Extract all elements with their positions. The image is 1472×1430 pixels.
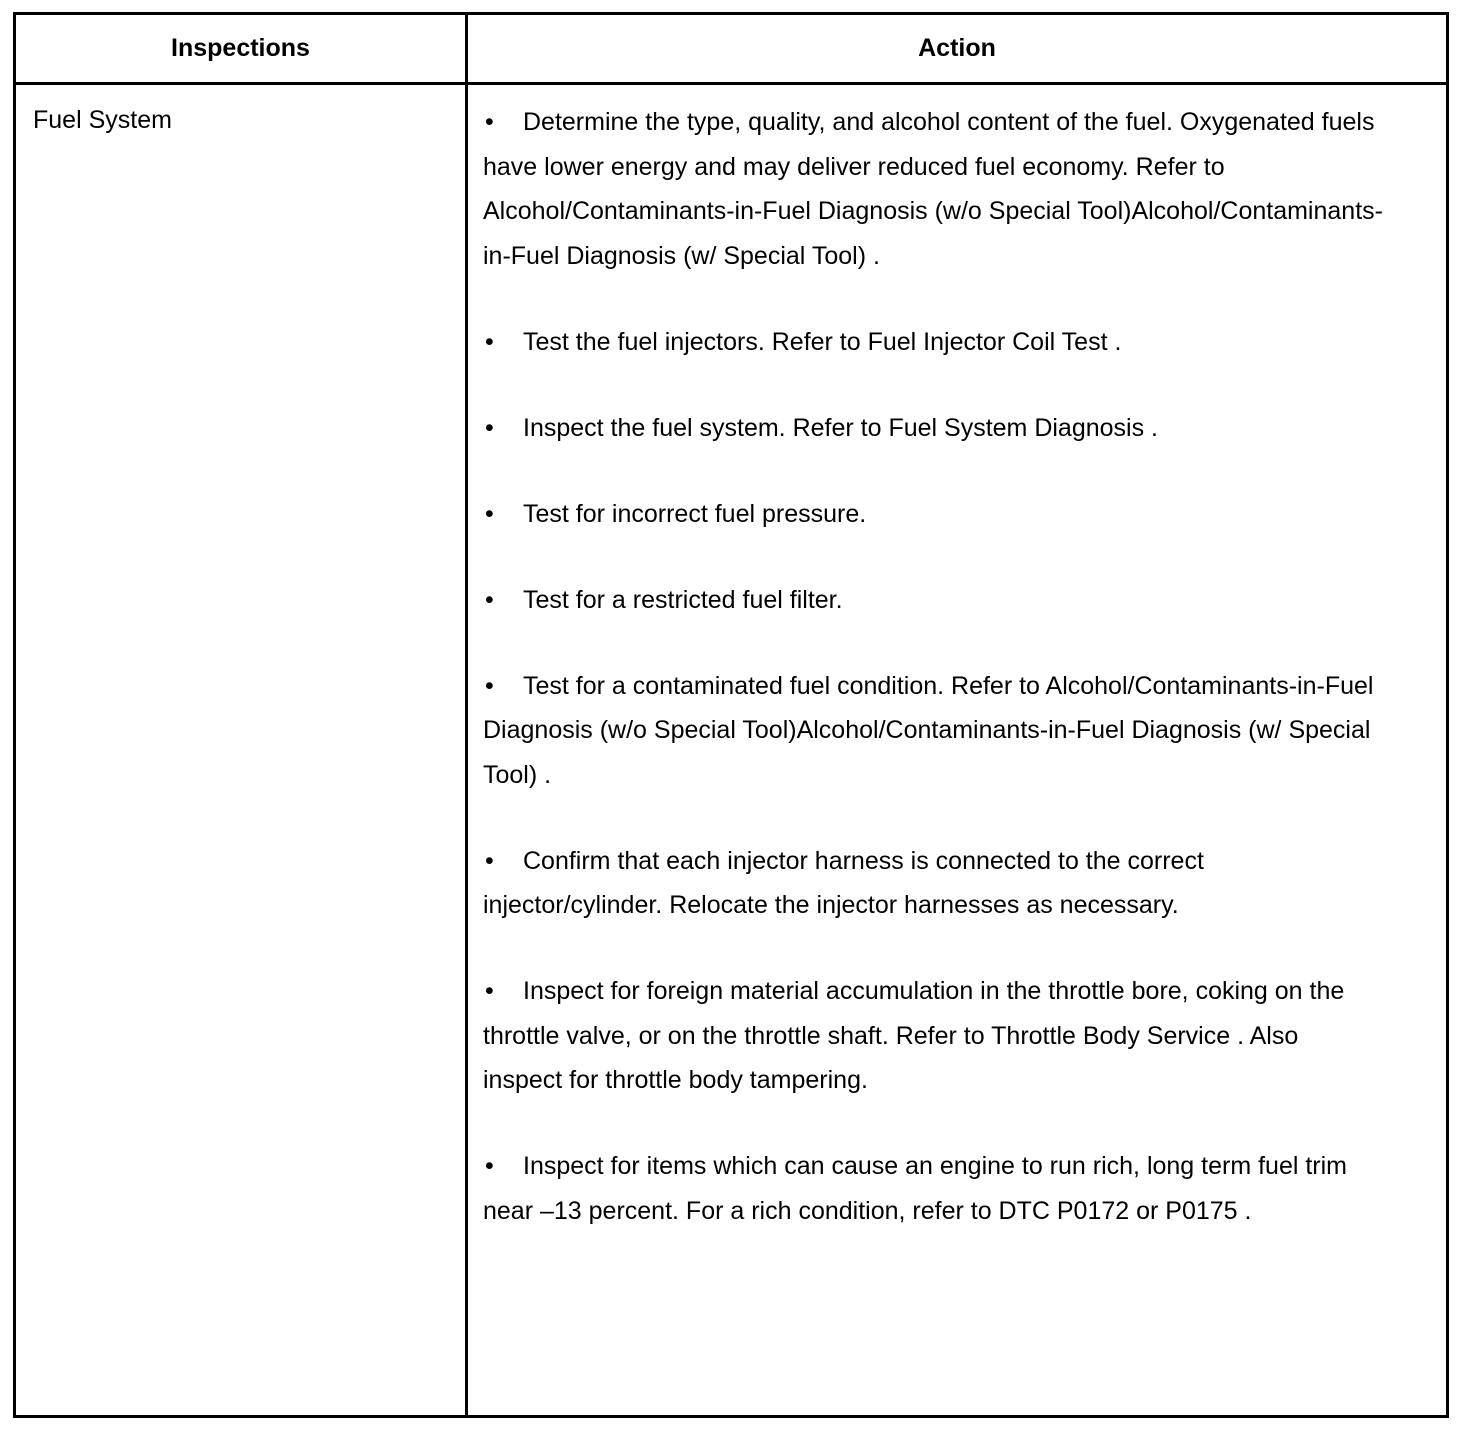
action-item xyxy=(483,100,1383,278)
bullet-icon: • xyxy=(485,499,494,528)
column-header-action: Action xyxy=(918,34,996,62)
action-text: Test for incorrect fuel pressure. xyxy=(523,499,867,528)
action-item xyxy=(483,839,1383,928)
action-item xyxy=(483,492,1383,537)
action-text: Inspect the fuel system. Refer to Fuel System Diagnosis . xyxy=(523,413,1158,442)
bullet-icon: • xyxy=(485,1152,494,1180)
bullet-icon: • xyxy=(485,108,494,136)
bullet-icon: • xyxy=(485,977,494,1005)
table-header-row xyxy=(16,15,1446,85)
inspection-cell: Fuel System xyxy=(33,106,172,134)
action-text: Inspect for foreign material accumulation in the throttle bore, coking on the throttle valve, or on the throttle shaft. Refer to Throttle Body Service . Also inspect for throttle body tampering. xyxy=(483,977,1345,1094)
action-text: Test for a contaminated fuel condition. Refer to Alcohol/Contaminants-in-Fuel Diagnosis (w/o Special Tool)Alcohol/Contaminants-in-Fuel Diagnosis (w/ Special Tool) . xyxy=(483,671,1374,789)
bullet-icon: • xyxy=(485,846,494,875)
action-text: Inspect for items which can cause an engine to run rich, long term fuel trim near –13 percent. For a rich condition, refer to DTC P0172 or P0175 . xyxy=(483,1152,1347,1225)
action-cell xyxy=(483,100,1383,1275)
action-item xyxy=(483,578,1383,623)
action-item xyxy=(483,1144,1383,1233)
action-item xyxy=(483,406,1383,451)
action-item xyxy=(483,969,1383,1103)
action-text: Confirm that each injector harness is connected to the correct injector/cylinder. Relocate the injector harnesses as necessary. xyxy=(483,846,1204,919)
bullet-icon: • xyxy=(485,327,494,356)
bullet-icon: • xyxy=(485,671,494,700)
action-item xyxy=(483,664,1383,798)
column-header-inspections: Inspections xyxy=(171,34,310,62)
bullet-icon: • xyxy=(485,413,494,442)
action-text: Determine the type, quality, and alcohol content of the fuel. Oxygenated fuels have lower energy and may deliver reduced fuel economy. Refer to Alcohol/Contaminants-in-Fuel Diagnosis (w/o Special Tool)Alcohol/Contaminants-in-Fuel Diagnosis (w/ Special Tool) . xyxy=(483,108,1383,270)
action-text: Test the fuel injectors. Refer to Fuel Injector Coil Test . xyxy=(523,327,1122,356)
action-text: Test for a restricted fuel filter. xyxy=(523,585,843,614)
column-divider xyxy=(465,15,468,1415)
bullet-icon: • xyxy=(485,585,494,614)
inspection-table xyxy=(13,12,1449,1418)
action-item xyxy=(483,320,1383,365)
